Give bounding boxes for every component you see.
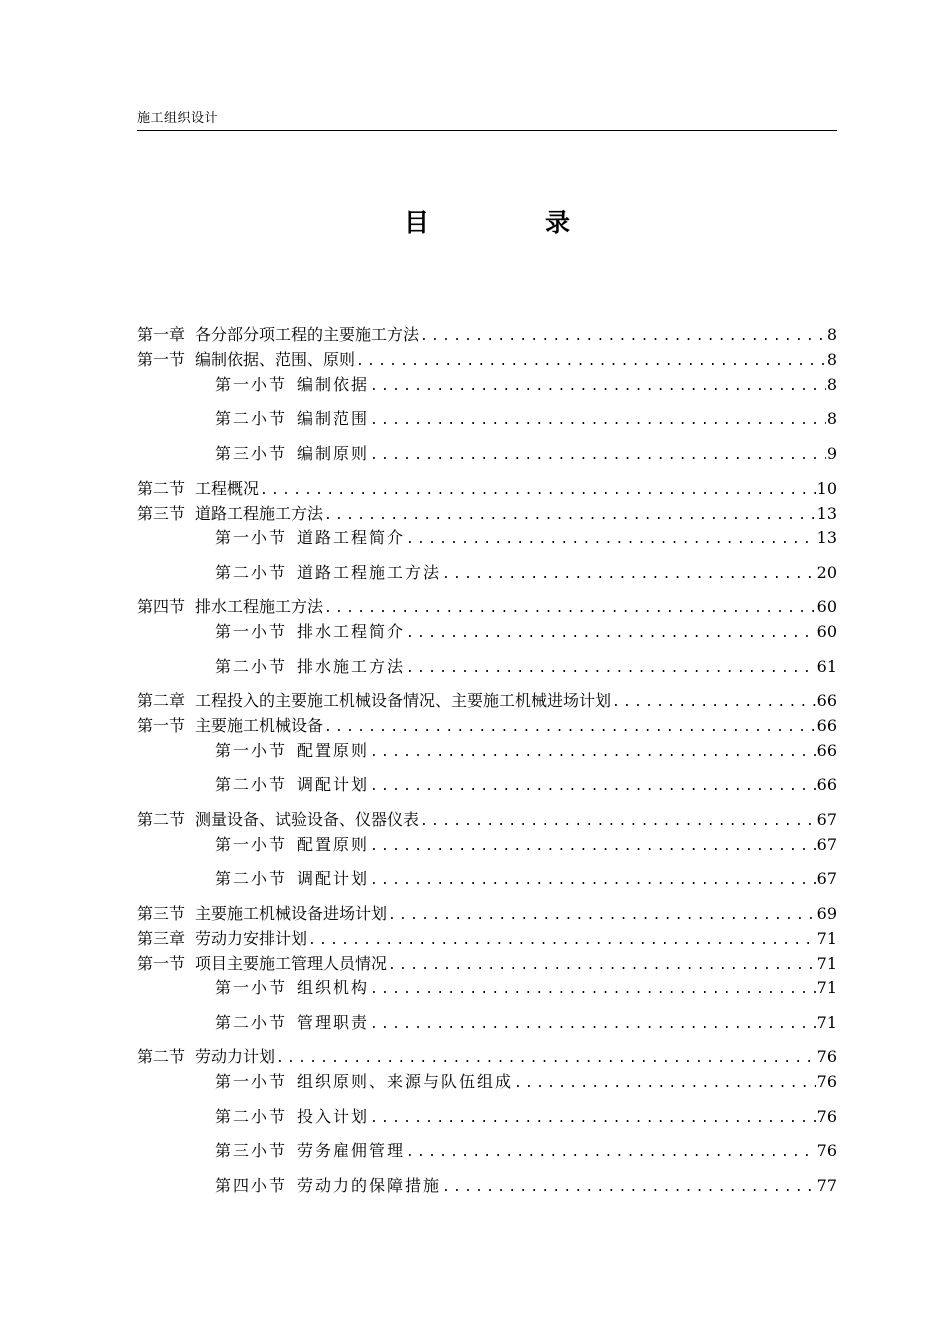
toc-entry-label: 第一小节 组织原则、来源与队伍组成 xyxy=(215,1072,514,1091)
toc-leader-dots xyxy=(442,564,816,584)
toc-page-number: 10 xyxy=(816,479,837,498)
toc-entry[interactable] xyxy=(215,621,837,643)
toc-entry[interactable] xyxy=(137,596,837,618)
toc-entry-label: 第四节 排水工程施工方法 xyxy=(137,597,324,616)
toc-entry[interactable] xyxy=(215,1140,837,1162)
toc-entry[interactable] xyxy=(215,774,837,796)
toc-page-number: 66 xyxy=(816,691,837,710)
toc-entry[interactable] xyxy=(215,408,837,430)
toc-leader-dots xyxy=(370,870,816,890)
toc-entry-label: 第二节 测量设备、试验设备、仪器仪表 xyxy=(137,810,420,829)
toc-page-number: 8 xyxy=(826,409,837,428)
toc-page-number: 76 xyxy=(816,1141,837,1160)
toc-leader-dots xyxy=(324,717,816,737)
toc-entry-label: 第二小节 编制范围 xyxy=(215,409,370,428)
toc-entry-label: 第二小节 调配计划 xyxy=(215,775,370,794)
toc-page-number: 66 xyxy=(816,775,837,794)
toc-entry-label: 第二小节 排水施工方法 xyxy=(215,657,406,676)
toc-page-number: 71 xyxy=(816,1013,837,1032)
toc-page-number: 67 xyxy=(816,835,837,854)
toc-entry[interactable] xyxy=(215,977,837,999)
toc-entry-label: 第三节 主要施工机械设备进场计划 xyxy=(137,904,388,923)
toc-entry-label: 第四小节 劳动力的保障措施 xyxy=(215,1176,442,1195)
toc-entry-label: 第二章 工程投入的主要施工机械设备情况、主要施工机械进场计划 xyxy=(137,691,612,710)
toc-entry-label: 第三节 道路工程施工方法 xyxy=(137,504,324,523)
toc-entry-label: 第一小节 排水工程简介 xyxy=(215,622,406,641)
toc-entry[interactable] xyxy=(215,374,837,396)
toc-leader-dots xyxy=(420,811,816,831)
toc-entry-label: 第三小节 编制原则 xyxy=(215,444,370,463)
toc-title-char-1: 目 xyxy=(404,208,430,237)
toc-leader-dots xyxy=(370,376,826,396)
toc-leader-dots xyxy=(370,410,826,430)
toc-entry[interactable] xyxy=(137,503,837,525)
toc-leader-dots xyxy=(370,979,816,999)
toc-page-number: 76 xyxy=(816,1107,837,1126)
toc-entry[interactable] xyxy=(137,715,837,737)
toc-leader-dots xyxy=(370,445,826,465)
toc-leader-dots xyxy=(370,776,816,796)
toc-entry-label: 第一小节 道路工程简介 xyxy=(215,528,406,547)
toc-leader-dots xyxy=(514,1073,816,1093)
toc-page-number: 76 xyxy=(816,1072,837,1091)
toc-leader-dots xyxy=(276,1048,816,1068)
toc-entry-label: 第一小节 编制依据 xyxy=(215,375,370,394)
toc-leader-dots xyxy=(260,480,816,500)
toc-entry[interactable] xyxy=(215,868,837,890)
toc-leader-dots xyxy=(308,930,816,950)
toc-title xyxy=(0,206,950,240)
toc-entry[interactable] xyxy=(215,443,837,465)
toc-page-number: 66 xyxy=(816,716,837,735)
toc-leader-dots xyxy=(370,1014,816,1034)
toc-entry[interactable] xyxy=(215,562,837,584)
toc-entry-label: 第一节 编制依据、范围、原则 xyxy=(137,350,356,369)
toc-entry[interactable] xyxy=(137,478,837,500)
toc-entry-label: 第一节 项目主要施工管理人员情况 xyxy=(137,954,388,973)
toc-entry-label: 第二节 工程概况 xyxy=(137,479,260,498)
toc-page-number: 13 xyxy=(816,504,837,523)
toc-page-number: 61 xyxy=(816,657,837,676)
toc-leader-dots xyxy=(324,598,816,618)
toc-page-number: 76 xyxy=(816,1047,837,1066)
toc-entry-label: 第二小节 投入计划 xyxy=(215,1107,370,1126)
toc-entry[interactable] xyxy=(137,324,837,346)
toc-page-number: 66 xyxy=(816,741,837,760)
toc-entry[interactable] xyxy=(137,349,837,371)
toc-leader-dots xyxy=(388,955,816,975)
toc-entry-label: 第一小节 配置原则 xyxy=(215,835,370,854)
toc-entry-label: 第二小节 管理职责 xyxy=(215,1013,370,1032)
toc-leader-dots xyxy=(420,326,826,346)
toc-entry-label: 第一章 各分部分项工程的主要施工方法 xyxy=(137,325,420,344)
toc-page-number: 8 xyxy=(826,350,837,369)
toc-entry[interactable] xyxy=(137,1046,837,1068)
toc-leader-dots xyxy=(612,692,816,712)
toc-page-number: 20 xyxy=(816,563,837,582)
toc-entry[interactable] xyxy=(215,740,837,762)
toc-page-number: 60 xyxy=(816,622,837,641)
toc-page-number: 67 xyxy=(816,810,837,829)
toc-entry-label: 第二小节 调配计划 xyxy=(215,869,370,888)
toc-entry-label: 第二小节 道路工程施工方法 xyxy=(215,563,442,582)
toc-entry[interactable] xyxy=(137,928,837,950)
toc-entry[interactable] xyxy=(215,656,837,678)
toc-page-number: 71 xyxy=(816,929,837,948)
toc-entry-label: 第三小节 劳务雇佣管理 xyxy=(215,1141,406,1160)
toc-leader-dots xyxy=(406,658,816,678)
header-text: 施工组织设计 xyxy=(137,111,219,126)
toc-leader-dots xyxy=(406,623,816,643)
toc-page-number: 13 xyxy=(816,528,837,547)
toc-page-number: 67 xyxy=(816,869,837,888)
toc-page-number: 71 xyxy=(816,954,837,973)
toc-entry[interactable] xyxy=(137,809,837,831)
toc-entry[interactable] xyxy=(215,527,837,549)
toc-entry[interactable] xyxy=(137,903,837,925)
toc-leader-dots xyxy=(324,505,816,525)
page-header xyxy=(137,110,837,131)
toc-entry[interactable] xyxy=(215,1175,837,1197)
toc-entry[interactable] xyxy=(137,690,837,712)
toc-title-char-2: 录 xyxy=(545,208,571,237)
toc-entry-label: 第一节 主要施工机械设备 xyxy=(137,716,324,735)
toc-page-number: 8 xyxy=(826,325,837,344)
toc-entry[interactable] xyxy=(215,834,837,856)
toc-leader-dots xyxy=(406,1142,816,1162)
toc-page-number: 60 xyxy=(816,597,837,616)
toc-leader-dots xyxy=(406,529,816,549)
toc-entry[interactable] xyxy=(215,1106,837,1128)
toc-entry-label: 第三章 劳动力安排计划 xyxy=(137,929,308,948)
toc-leader-dots xyxy=(370,1108,816,1128)
toc-leader-dots xyxy=(388,905,816,925)
toc-leader-dots xyxy=(370,836,816,856)
toc-page-number: 77 xyxy=(816,1176,837,1195)
toc-entry-label: 第一小节 组织机构 xyxy=(215,978,370,997)
toc-entry-label: 第一小节 配置原则 xyxy=(215,741,370,760)
toc-page-number: 8 xyxy=(826,375,837,394)
toc-entry[interactable] xyxy=(215,1012,837,1034)
toc-page-number: 9 xyxy=(826,444,837,463)
toc-leader-dots xyxy=(370,742,816,762)
toc-leader-dots xyxy=(356,351,826,371)
toc-entry[interactable] xyxy=(137,953,837,975)
toc-page-number: 69 xyxy=(816,904,837,923)
toc-entry[interactable] xyxy=(215,1071,837,1093)
toc-entry-label: 第二节 劳动力计划 xyxy=(137,1047,276,1066)
toc-page-number: 71 xyxy=(816,978,837,997)
toc-leader-dots xyxy=(442,1177,816,1197)
